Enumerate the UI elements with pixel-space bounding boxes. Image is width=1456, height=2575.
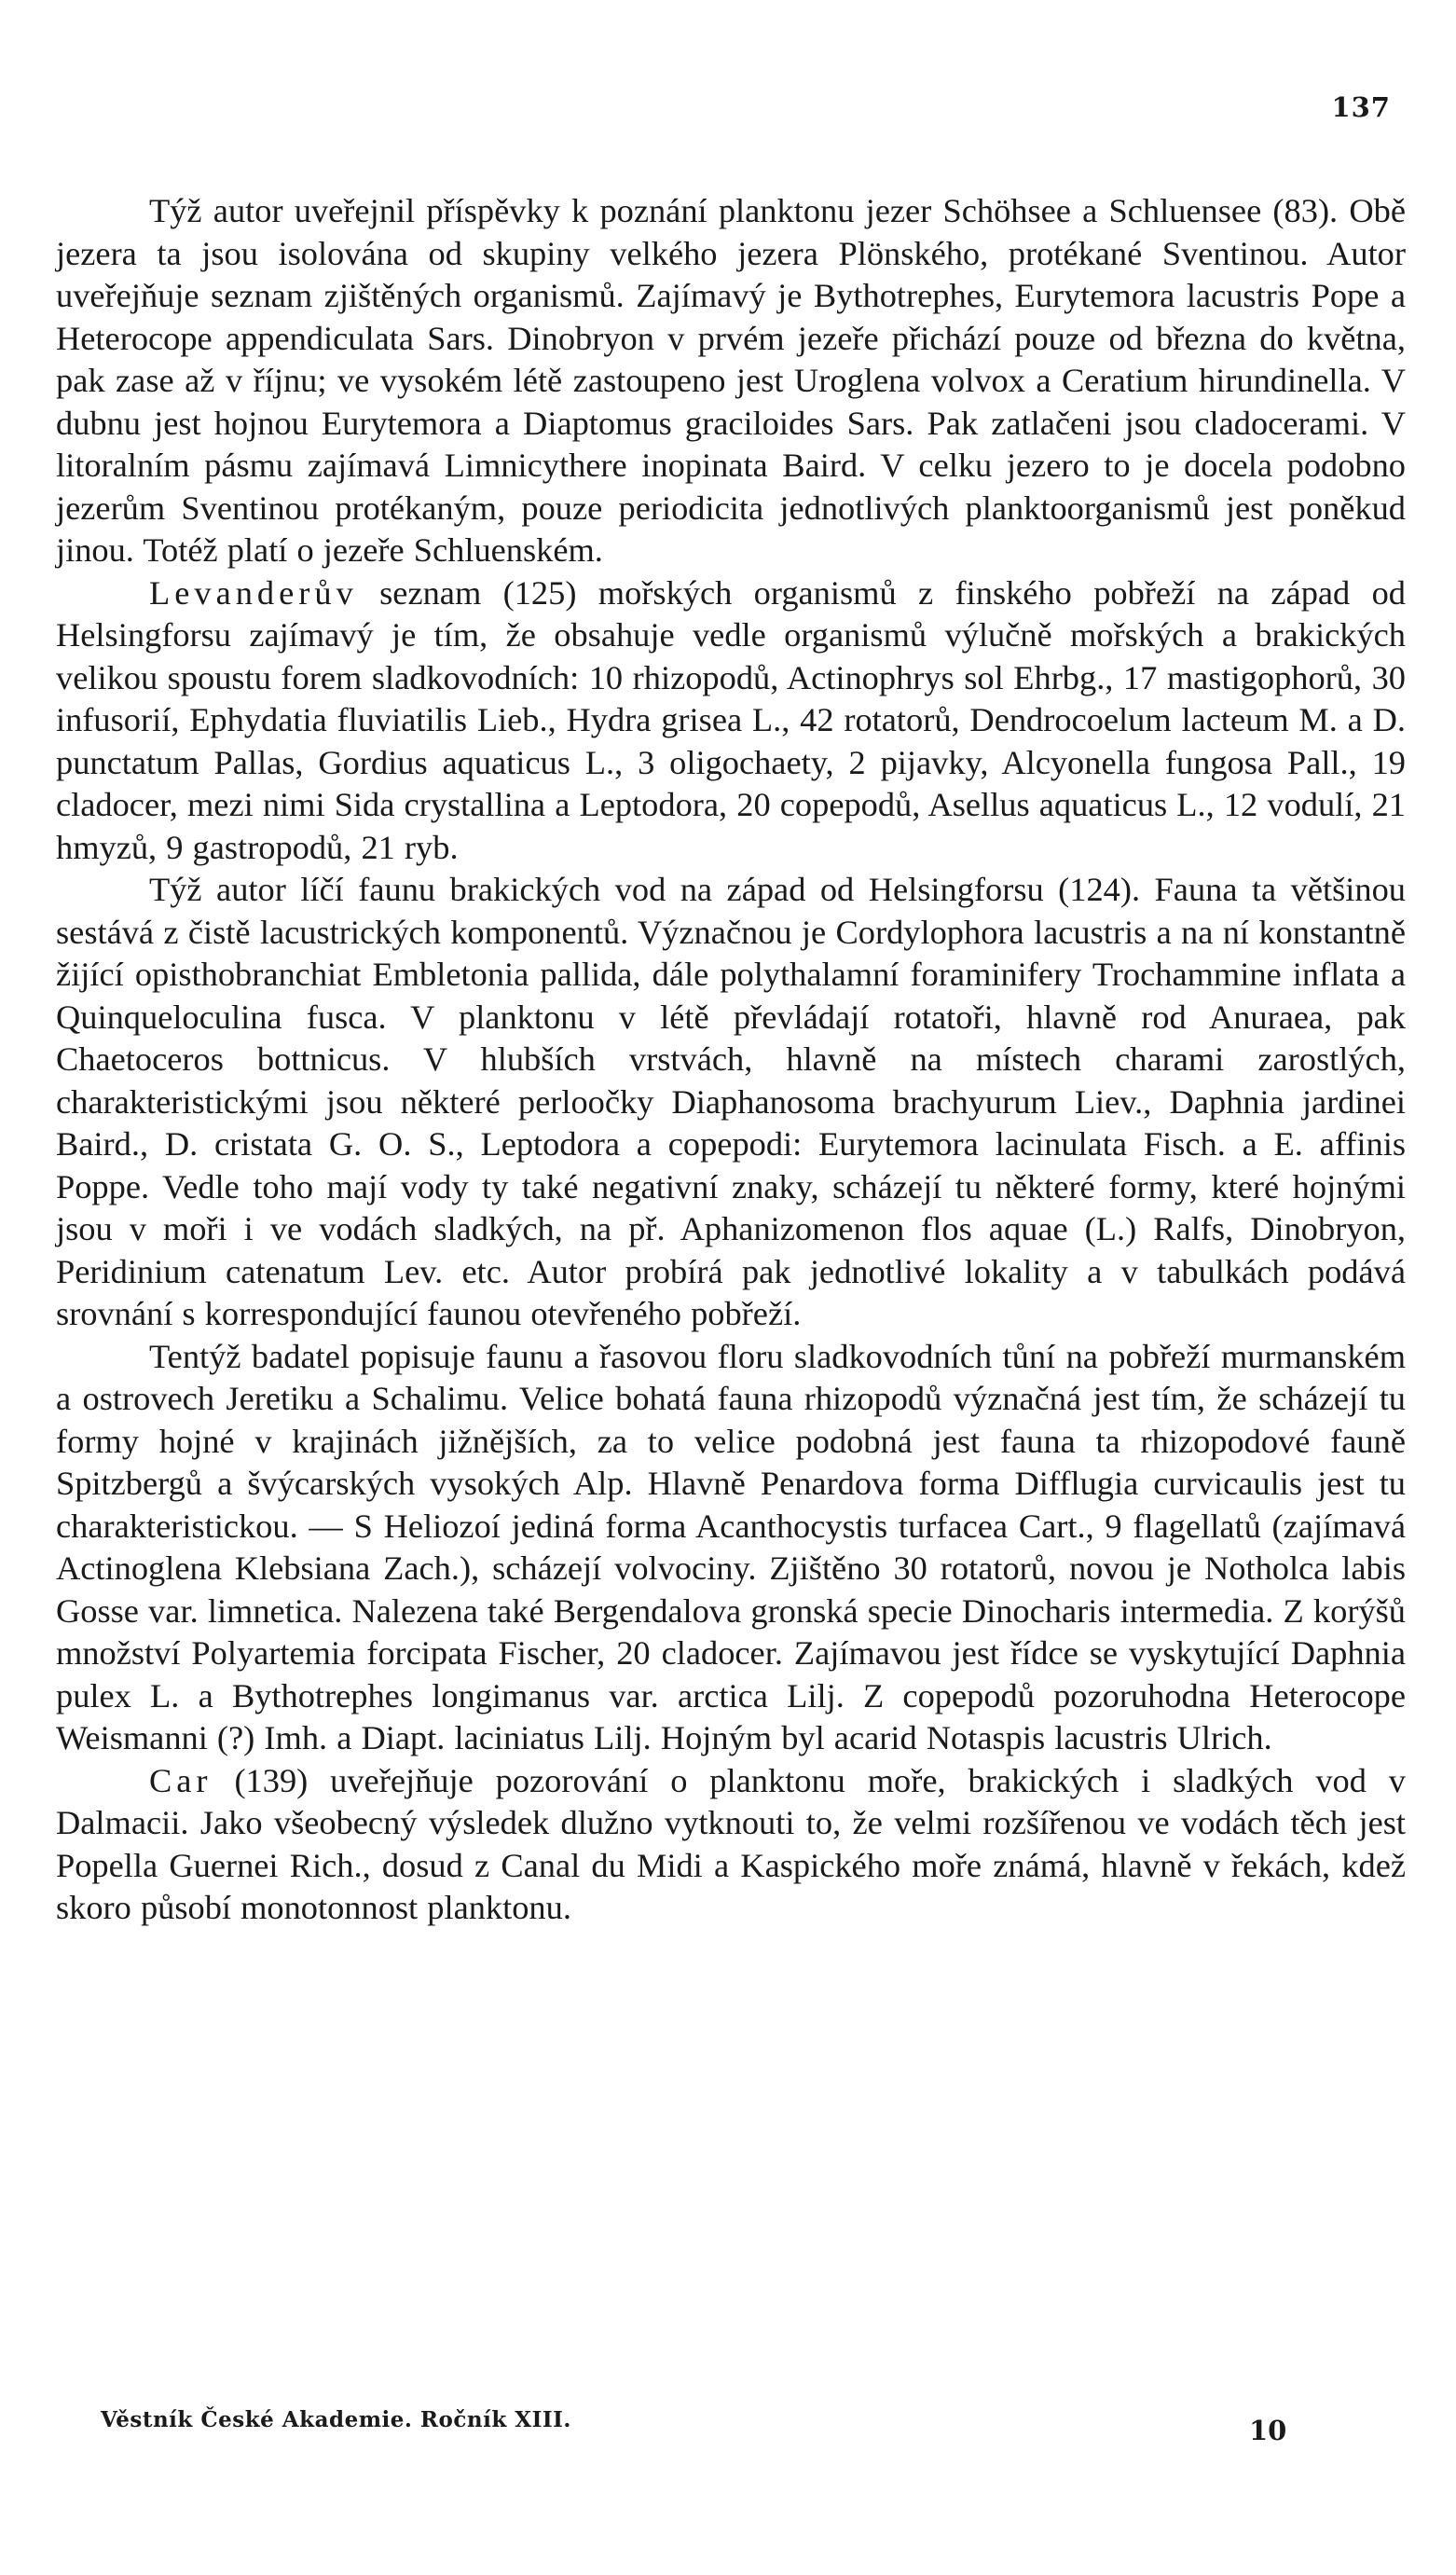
author-name: Levanderův — [149, 573, 358, 612]
paragraph-murman-coast: Tentýž badatel popisuje faunu a řasovou floru sladkovodních tůní na pobřeží murmanském a ostrovech Jeretiku a Schalimu. Velice bohatá fauna rhizopodů význačná jest tím, že scházejí tu formy hojné v krajinách jižnějších, za to velice podobná jest fauna ta rhizopodové fauně Spitzbergů a švýcarských vysokých Alp. Hlavně Penardova forma Difflugia curvicaulis jest tu charakteristickou. — S Heliozoí jediná forma Acanthocystis turfacea Cart., 9 flagellatů (zajímavá Actinoglena Klebsiana Zach.), scházejí volvociny. Zjištěno 30 rotatorů, novou je Notholca labis Gosse var. limnetica. Nalezena také Bergendalova gronská specie Dinocharis intermedia. Z korýšů množství Polyartemia forcipata Fischer, 20 cladocer. Zajímavou jest řídce se vyskytující Daphnia pulex L. a Bythotrephes longimanus var. arctica Lilj. Z copepodů pozoruhodna Heterocope Weismanni (?) Imh. a Diapt. laciniatus Lilj. Hojným byl acarid Notaspis lacustris Ulrich. — [56, 1337, 1406, 1756]
page-number: 137 — [1331, 91, 1391, 123]
paragraph-schoehsee: Týž autor uveřejnil příspěvky k poznání planktonu jezer Schöhsee a Schluensee (83). Obě jezera ta jsou isolována od skupiny velkého jezera Plönského, protékané Sventinou. Autor uveřejňuje seznam zjištěných organismů. Zajímavý je Bythotrephes, Eurytemora lacustris Pope a Heterocope appendiculata Sars. Dinobryon v prvém jezeře přichází pouze od března do května, pak zase až v říjnu; ve vysokém létě zastoupeno jest Uroglena volvox a Ceratium hirundinella. V dubnu jest hojnou Eurytemora a Diaptomus graciloides Sars. Pak zatlačeni jsou cladocerami. V litoralním pásmu zajímavá Limnicythere inopinata Baird. V celku jezero to je docela podobno jezerům Sventinou protékaným, pouze periodicita jednotlivých planktoorganismů jest poněkud jinou. Totéž platí o jezeře Schluenském. — [56, 192, 1406, 569]
journal-footer: Věstník České Akademie. Ročník XIII. — [101, 2407, 571, 2432]
signature-mark: 10 — [1249, 2415, 1287, 2446]
paragraph-brackish-fauna: Týž autor líčí faunu brakických vod na západ od Helsingforsu (124). Fauna ta většinou sestává z čistě lacustrických komponentů. Význačnou je Cordylophora lacustris a na ní konstantně žijící opisthobranchiat Embletonia pallida, dále polythalamní foraminifery Trochammine inflata a Quinqueloculina fusca. V planktonu v létě převládají rotatoři, hlavně rod Anuraea, pak Chaetoceros bottnicus. V hlubších vrstvách, hlavně na místech charami zarostlých, charakteristickými jsou některé perloočky Diaphanosoma brachyurum Liev., Daphnia jardinei Baird., D. cristata G. O. S., Leptodora a copepodi: Eurytemora lacinulata Fisch. a E. affinis Poppe. Vedle toho mají vody ty také negativní znaky, scházejí tu některé formy, které hojnými jsou v moři i ve vodách sladkých, na př. Aphanizomenon flos aquae (L.) Ralfs, Dinobryon, Peridinium catenatum Lev. etc. Autor probírá pak jednotlivé lokality a v tabulkách podává srovnání s korrespondující faunou otevřeného pobřeží. — [56, 871, 1406, 1332]
paragraph-car — [56, 1760, 1406, 1930]
author-name: Car — [149, 1761, 213, 1799]
paragraph-levander — [56, 572, 1406, 870]
paragraph-text: seznam (125) mořských organismů z finského pobřeží na západ od Helsingforsu zajímavý je tím, že obsahuje vedle organismů výlučně mořských a brakických velikou spoustu forem sladkovodních: 10 rhizopodů, Actinophrys sol Ehrbg., 17 mastigophorů, 30 infusorií, Ephydatia fluviatilis Lieb., Hydra grisea L., 42 rotatorů, Dendrocoelum lacteum M. a D. punctatum Pallas, Gordius aquaticus L., 3 oligochaety, 2 pijavky, Alcyonella fungosa Pall., 19 cladocer, mezi nimi Sida crystallina a Leptodora, 20 copepodů, Asellus aquaticus L., 12 vodulí, 21 hmyzů, 9 gastropodů, 21 ryb. — [56, 573, 1406, 866]
article-body — [56, 190, 1406, 1930]
paragraph-text: (139) uveřejňuje pozorování o planktonu moře, brakických i sladkých vod v Dalmacii. Jako všeobecný výsledek dlužno vytknouti to, že velmi rozšířenou ve vodách těch jest Popella Guernei Rich., dosud z Canal du Midi a Kaspického moře známá, hlavně v řekách, kdež skoro působí monotonnost planktonu. — [56, 1761, 1406, 1926]
